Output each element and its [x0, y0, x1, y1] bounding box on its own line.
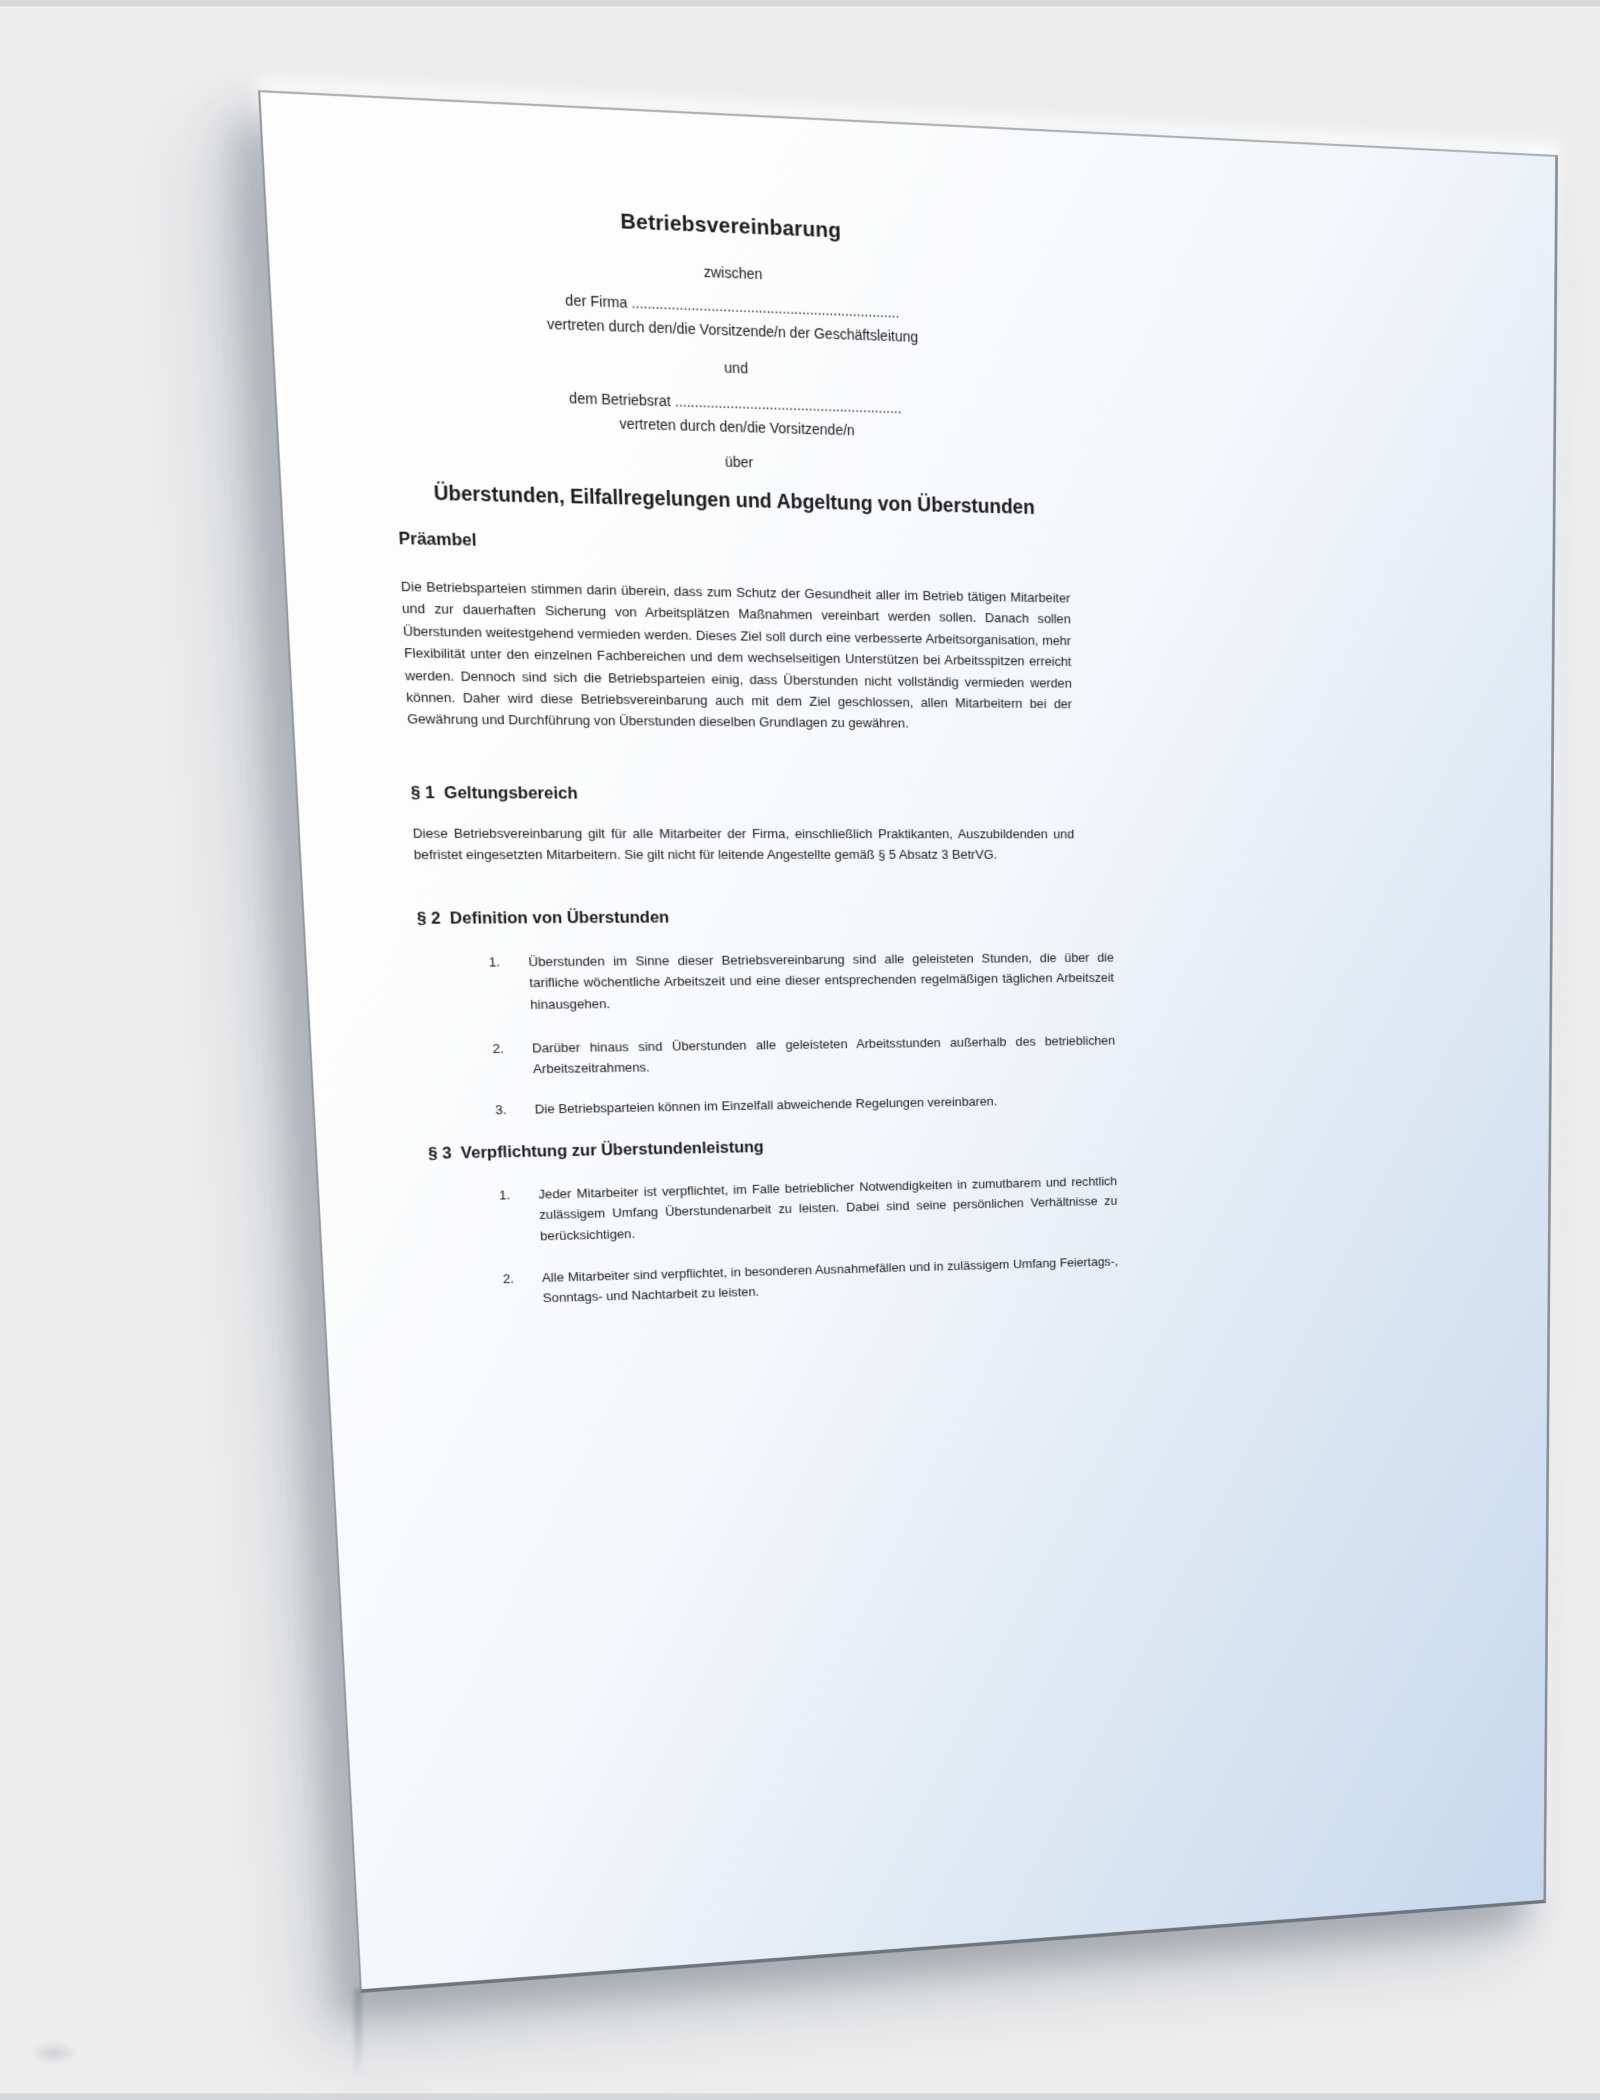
section-1-heading: § 1 Geltungsbereich [410, 783, 579, 803]
list-number: 1. [488, 954, 501, 970]
document-sheet [258, 90, 1558, 1993]
section-2-heading: § 2 Definition von Überstunden [416, 908, 670, 928]
section-3-item-2 [434, 1251, 1119, 1312]
faint-watermark [30, 2042, 78, 2064]
about-label: über [724, 453, 754, 471]
section-3-heading: § 3 Verpflichtung zur Überstundenleistung [427, 1138, 765, 1163]
party-firma-representative: vertreten durch den/die Vorsitzende/n der Geschäftsleitung [546, 315, 919, 346]
list-number: 3. [495, 1102, 507, 1118]
praeambel-heading: Präambel [398, 529, 477, 550]
list-number: 2. [492, 1040, 505, 1056]
between-label: zwischen [703, 263, 763, 283]
list-text: Überstunden im Sinne dieser Betriebsvereinbarung sind alle geleisteten Stunden, die über die tarifliche wöchentliche Arbeitszeit und eine dieser entsprechenden regelmäßigen täglichen Arbeitszeit hinausgehen. [528, 950, 1115, 1012]
praeambel-paragraph: Die Betriebsparteien stimmen darin überein, dass zum Schutz der Gesundheit aller im Betrieb tätigen Mitarbeiter und zur dauerhaften Sicherung von Arbeitsplätzen Maßnahmen vereinbart werden sollen. Danach sollen Überstunden weitestgehend vermieden werden. Dieses Ziel soll durch eine verbesserte Arbeitsorganisation, mehr Flexibilität unter den einzelnen Fachbereichen und dem wechselseitigen Unterstützen bei Arbeitsspitzen erreicht werden. Dennoch sind sich die Betriebsparteien einig, dass Überstunden nicht vollständig vermieden werden können. Daher wird diese Betriebsvereinbarung auch mit dem Ziel geschlossen, allen Mitarbeitern bei der Gewährung und Durchführung von Überstunden dieselben Grundlagen zu gewähren. [400, 578, 1073, 731]
party-betriebsrat-line: dem Betriebsrat .......................................................... [568, 389, 902, 417]
party-betriebsrat-block [391, 381, 1068, 449]
document-content [377, 98, 1119, 1981]
document-title: Betriebsvereinbarung [620, 209, 842, 243]
and-label: und [723, 359, 749, 377]
list-text: Alle Mitarbeiter sind verpflichtet, in besonderen Ausnahmefällen und in zulässigem Umfang Feiertags-, Sonntags- und Nachtarbeit zu leisten. [541, 1254, 1119, 1306]
list-text: Darüber hinaus sind Überstunden alle geleisteten Arbeitsstunden außerhalb des betrieblichen Arbeitszeitrahmens. [531, 1033, 1116, 1077]
section-2-item-2 [423, 1030, 1116, 1081]
party-betriebsrat-representative: vertreten durch den/die Vorsitzende/n [619, 415, 855, 439]
list-number: 1. [498, 1187, 511, 1203]
section-2-item-3 [426, 1089, 1116, 1122]
sheet-corner-shadow [354, 1988, 362, 2078]
agreement-subject-heading: Überstunden, Eilfallregelungen und Abgeltung von Überstunden [433, 482, 1035, 519]
top-edge-strip [0, 0, 1600, 7]
section-3-item-1 [430, 1171, 1118, 1249]
party-firma-line: der Firma .................................................................... [564, 291, 900, 321]
list-text: Die Betriebsparteien können im Einzelfall abweichende Regelungen vereinbaren. [534, 1093, 998, 1117]
list-text: Jeder Mitarbeiter ist verpflichtet, im Falle betrieblicher Notwendigkeiten in zumutbarem und rechtlich zulässigem Umfang Überstundenarbeit zu leisten. Dabei sind seine persönlichen Verhältnisse zu berücksichtigen. [538, 1173, 1118, 1244]
list-number: 2. [502, 1271, 515, 1287]
section-2-item-1 [418, 947, 1114, 1016]
section-1-paragraph: Diese Betriebsvereinbarung gilt für alle Mitarbeiter der Firma, einschließlich Praktikanten, Auszubildenden und befristet eingesetzten Mitarbeitern. Sie gilt nicht für leitende Angestellte gemäß § 5 Absatz 3 BetrVG. [412, 825, 1075, 863]
bottom-edge-strip [0, 2093, 1600, 2100]
